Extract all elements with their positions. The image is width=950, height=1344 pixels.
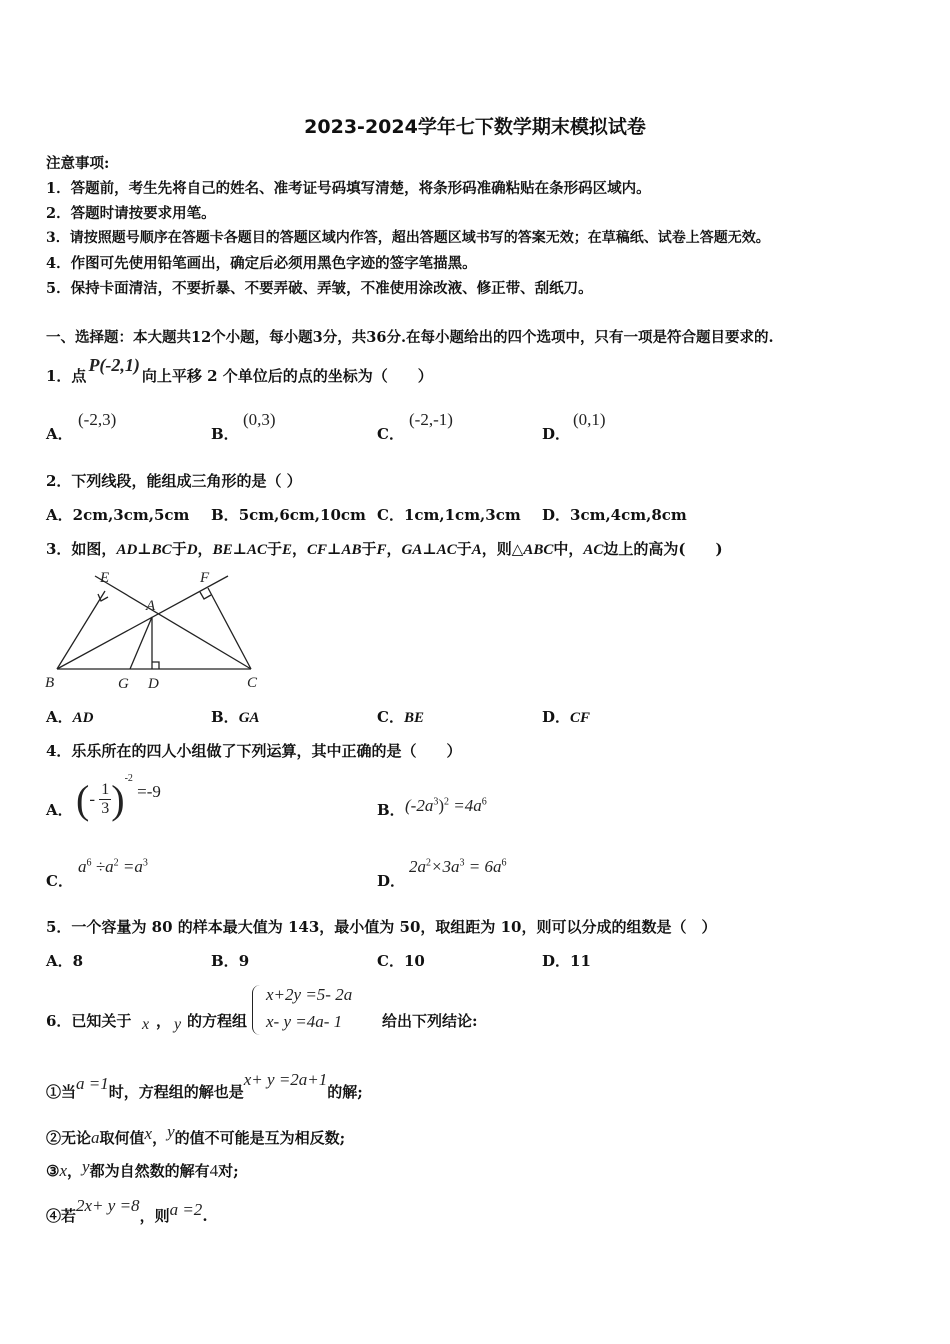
q6-equation-2: x- y =4a- 1 <box>266 1012 343 1031</box>
q6-equation-1: x+2y =5- 2a <box>266 985 353 1004</box>
notice-heading: 注意事项: <box>46 155 110 172</box>
label-g: G <box>118 676 129 692</box>
q4-option-d: D． <box>377 872 406 890</box>
line-be <box>57 591 105 669</box>
q6-comma: ， <box>156 1012 172 1030</box>
q1-point: P(-2,1) <box>88 355 140 375</box>
label-a: A <box>146 598 156 614</box>
q6-suffix: 给出下列结论: <box>382 1012 478 1030</box>
question-3: 3．如图，AD⊥BC于D，BE⊥AC于E，CF⊥AB于F，GA⊥AC于A，则△ABC中，AC边上的高为( ) <box>46 540 723 558</box>
notice-item: 1．答题前，考生先将自己的姓名、准考证号码填写清楚，将条形码准确粘贴在条形码区域内。 <box>46 180 651 197</box>
q6-conclusion-4: ④若2x+ y =8，则a =2. <box>46 1196 208 1225</box>
q3-option-c: C．BE <box>377 708 424 726</box>
label-e: E <box>100 570 110 586</box>
q4-option-c: C． <box>46 872 73 890</box>
label-d: D <box>148 676 159 692</box>
question-5: 5．一个容量为 80 的样本最大值为 143，最小值为 50，取组距为 10，则可以分成的组数是（ ） <box>46 918 717 936</box>
system-brace <box>252 985 261 1035</box>
label-f: F <box>200 570 210 586</box>
q1-option-a: A． <box>46 425 73 443</box>
label-c: C <box>247 675 258 691</box>
q5-option-b: B．9 <box>211 952 250 970</box>
q5-option-a: A．8 <box>46 952 84 970</box>
right-angle-d <box>152 662 159 669</box>
q4-option-a-expr: (- $\frac{1}{3}$ )$^{-2}$ =-9 <box>76 772 161 822</box>
triangle-figure <box>40 566 270 696</box>
q4-option-d-expr: $2a^2\times 3a^3 = 6a^6$ <box>409 857 507 876</box>
line-ce <box>95 576 251 669</box>
question-2: 2．下列线段，能组成三角形的是（ ） <box>46 472 302 490</box>
right-angle-f <box>200 592 211 599</box>
q4-option-b-expr: $(-2a^3)^2 =4a^6$ <box>405 796 487 815</box>
q1-option-b-value: (0,3) <box>243 410 276 429</box>
q5-option-c: C．10 <box>377 952 425 970</box>
q5-option-d: D．11 <box>542 952 591 970</box>
q3-option-a: A．AD <box>46 708 94 726</box>
q6-var-y: y <box>174 1016 182 1033</box>
q4-option-b: B． <box>377 801 405 819</box>
q6-conclusion-1: ①当a =1时，方程组的解也是x+ y =2a+1的解; <box>46 1070 363 1101</box>
question-4: 4．乐乐所在的四人小组做了下列运算，其中正确的是（ ） <box>46 742 462 760</box>
q6-mid: 的方程组 <box>187 1012 248 1030</box>
label-b: B <box>45 675 55 691</box>
section-heading: 一、选择题：本大题共12个小题，每小题3分，共36分.在每小题给出的四个选项中，只有一项是符合题目要求的. <box>46 329 774 346</box>
q1-prefix: 1．点 <box>46 367 87 385</box>
q6-conclusion-2: ②无论a取何值x，y的值不可能是互为相反数; <box>46 1122 346 1147</box>
question-6-prefix: 6．已知关于 <box>46 1012 132 1030</box>
q3-option-d: D．CF <box>542 708 591 726</box>
q1-option-c-value: (-2,-1) <box>409 410 453 429</box>
q1-option-d-value: (0,1) <box>573 410 606 429</box>
q6-conclusion-3: ③x，y都为自然数的解有4对; <box>46 1157 239 1180</box>
q1-option-b: B． <box>211 425 239 443</box>
q4-option-c-expr: $a^6 \div a^2 =a^3$ <box>78 857 148 876</box>
notice-item: 3．请按照题号顺序在答题卡各题目的答题区域内作答，超出答题区域书写的答案无效；在草稿纸、试卷上答题无效。 <box>46 230 770 246</box>
page-title: 2023-2024学年七下数学期末模拟试卷 <box>304 116 646 138</box>
question-1 <box>46 355 433 386</box>
q2-option-d: D．3cm,4cm,8cm <box>542 506 687 524</box>
line-bf <box>57 576 228 669</box>
q1-option-c: C． <box>377 425 404 443</box>
q1-option-a-value: (-2,3) <box>78 410 117 429</box>
q6-var-x: x <box>142 1016 150 1033</box>
notice-item: 4．作图可先使用铅笔画出，确定后必须用黑色字迹的签字笔描黑。 <box>46 255 477 272</box>
q2-option-c: C．1cm,1cm,3cm <box>377 506 521 524</box>
q2-option-b: B．5cm,6cm,10cm <box>211 506 366 524</box>
notice-item: 2．答题时请按要求用笔。 <box>46 205 216 222</box>
q2-option-a: A．2cm,3cm,5cm <box>46 506 190 524</box>
q3-option-b: B．GA <box>211 708 260 726</box>
q1-suffix: 向上平移 2 个单位后的点的坐标为（ ） <box>141 367 433 385</box>
q1-option-d: D． <box>542 425 571 443</box>
q4-option-a: A． <box>46 801 73 819</box>
line-ag <box>130 617 152 669</box>
notice-item: 5．保持卡面清洁，不要折暴、不要弄破、弄皱，不准使用涂改液、修正带、刮纸刀。 <box>46 280 593 297</box>
